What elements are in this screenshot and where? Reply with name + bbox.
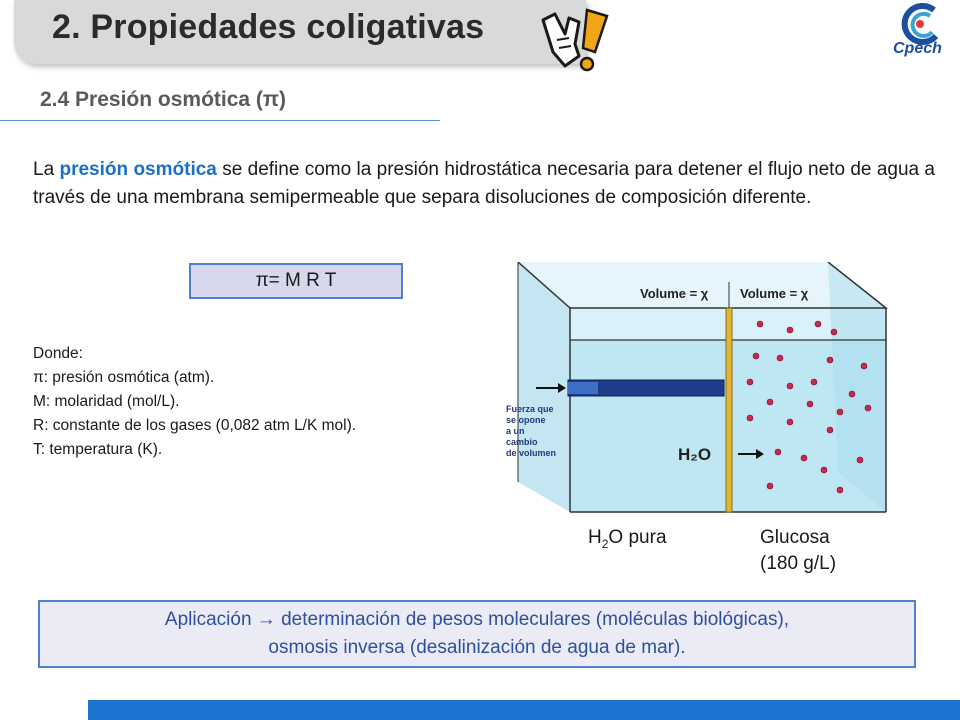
h2o-flow-label: H₂O [678,445,712,464]
subtitle-divider [0,120,440,121]
caption-right-line2: (180 g/L) [760,553,837,574]
caption-left: $H_2O$ pura [588,527,667,551]
variable-list-heading: Donde: [33,345,83,362]
definition-pre: La [33,159,60,180]
application-line2: osmosis inversa (desalinización de agua de mar). [268,637,686,658]
application-box [38,600,916,668]
osmosis-diagram [488,262,908,518]
formula-box [189,263,403,299]
title-banner [14,0,586,64]
logo-text: Cpech [893,40,942,57]
force-label-line1: Fuerza que [506,404,554,414]
formula-text: π= M R T [255,270,337,291]
variable-item-r: R: constante de los gases (0,082 atm L/K mol). [33,417,357,434]
variable-item-t: T: temperatura (K). [33,441,163,458]
footer-bar [88,700,960,720]
force-label-line3: a un [506,426,525,436]
caption-right [760,525,836,577]
definition-highlight: presión osmótica [59,159,217,180]
variable-item-pi: π: presión osmótica (atm). [33,369,215,386]
variable-list [33,342,356,462]
pointing-hand-exclamation-icon [535,0,615,80]
section-subtitle: 2.4 Presión osmótica (π) [40,88,286,111]
caption-right-line1: Glucosa [760,527,830,548]
variable-item-m: M: molaridad (mol/L). [33,393,180,410]
definition-paragraph [33,156,935,212]
definition-post: se define como la presión hidrostática necesaria para detener el flujo neto de agua a través de una membrana semipermeable que separa disoluciones de composición diferente. [33,159,935,208]
application-line1: Aplicación → determinación de pesos moleculares (moléculas biológicas), [164,609,790,630]
force-label-line2: se opone [506,415,546,425]
volume-left-label: Volume = χ [640,286,709,301]
volume-right-label: Volume = χ [740,286,809,301]
force-label-line4: cambio [506,437,538,447]
force-label-line5: de volumen [506,448,557,458]
page-title: 2. Propiedades coligativas [52,8,485,46]
